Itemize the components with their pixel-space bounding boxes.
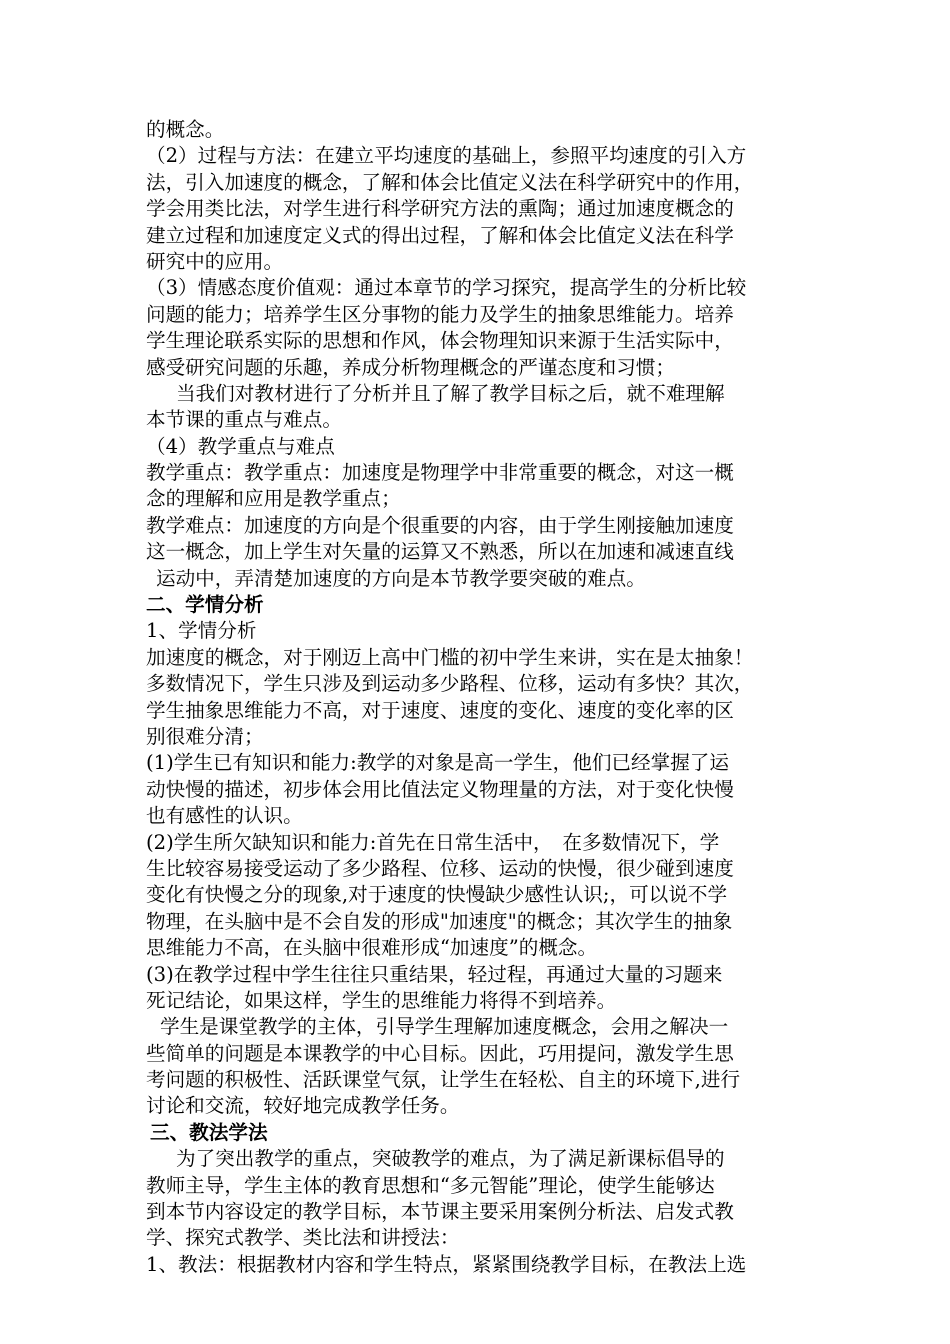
text-line: 讨论和交流，较好地完成教学任务。	[146, 1094, 460, 1118]
text-line: 加速度的概念，对于刚迈上高中门槛的初中学生来讲，实在是太抽象！	[146, 645, 754, 669]
text-line: 学会用类比法，对学生进行科学研究方法的熏陶；通过加速度概念的	[146, 197, 734, 221]
text-line: 学、探究式教学、类比法和讲授法：	[146, 1226, 460, 1250]
text-line: 建立过程和加速度定义式的得出过程，了解和体会比值定义法在科学	[146, 223, 734, 247]
text-line: 变化有快慢之分的现象,对于速度的快慢缺少感性认识;，可以说不学	[146, 883, 728, 907]
section-heading: 二、学情分析	[146, 593, 264, 617]
text-line: （2）过程与方法：在建立平均速度的基础上，参照平均速度的引入方	[146, 144, 747, 168]
text-line: 考问题的积极性、活跃课堂气氛，让学生在轻松、自主的环境下,进行	[146, 1068, 741, 1092]
text-line: (1)学生已有知识和能力:教学的对象是高一学生，他们已经掌握了运	[146, 751, 729, 775]
text-line: 教学重点：教学重点：加速度是物理学中非常重要的概念，对这一概	[146, 461, 734, 485]
text-line: 问题的能力；培养学生区分事物的能力及学生的抽象思维能力。培养	[146, 302, 734, 326]
text-line: 教师主导，学生主体的教育思想和“多元智能”理论，使学生能够达	[146, 1173, 715, 1197]
text-line: 念的理解和应用是教学重点；	[146, 487, 401, 511]
text-line: 多数情况下，学生只涉及到运动多少路程、位移，运动有多快？其次，	[146, 672, 754, 696]
subsection-heading: 1、学情分析	[146, 619, 257, 643]
text-line: 动快慢的描述，初步体会用比值法定义物理量的方法，对于变化快慢	[146, 777, 734, 801]
text-line: 这一概念，加上学生对矢量的运算又不熟悉，所以在加速和减速直线	[146, 540, 734, 564]
text-line: 别很难分清；	[146, 724, 264, 748]
text-line: 1、教法：根据教材内容和学生特点，紧紧围绕教学目标，在教法上选	[146, 1252, 747, 1276]
text-line: 法，引入加速度的概念，了解和体会比值定义法在科学研究中的作用，	[146, 170, 754, 194]
text-line: 当我们对教材进行了分析并且了解了教学目标之后，就不难理解	[176, 381, 725, 405]
text-line: 感受研究问题的乐趣，养成分析物理概念的严谨态度和习惯；	[146, 355, 676, 379]
text-line: 思维能力不高，在头脑中很难形成“加速度”的概念。	[146, 936, 598, 960]
text-line: 学生抽象思维能力不高，对于速度、速度的变化、速度的变化率的区	[146, 698, 734, 722]
text-line: 学生是课堂教学的主体，引导学生理解加速度概念，会用之解决一	[160, 1015, 729, 1039]
text-line: (3)在教学过程中学生往往只重结果，轻过程，再通过大量的习题来	[146, 962, 723, 986]
text-line: 教学难点：加速度的方向是个很重要的内容，由于学生刚接触加速度	[146, 513, 734, 537]
text-line: 运动中，弄清楚加速度的方向是本节教学要突破的难点。	[156, 566, 646, 590]
text-line: 本节课的重点与难点。	[146, 408, 342, 432]
section-heading: 三、教法学法	[150, 1120, 268, 1144]
text-line: 为了突出教学的重点，突破教学的难点，为了满足新课标倡导的	[176, 1147, 725, 1171]
text-line: 也有感性的认识。	[146, 804, 303, 828]
text-line: 的概念。	[146, 118, 225, 141]
text-line: 死记结论，如果这样，学生的思维能力将得不到培养。	[146, 988, 617, 1012]
text-line: (2)学生所欠缺知识和能力:首先在日常生活中， 在多数情况下，学	[146, 830, 720, 854]
text-line: 物理，在头脑中是不会自发的形成"加速度"的概念；其次学生的抽象	[146, 909, 733, 933]
text-line: 些简单的问题是本课教学的中心目标。因此，巧用提问，激发学生思	[146, 1041, 734, 1065]
text-line: （3）情感态度价值观：通过本章节的学习探究，提高学生的分析比较	[146, 276, 747, 300]
text-line: 到本节内容设定的教学目标，本节课主要采用案例分析法、启发式教	[146, 1200, 734, 1224]
text-line: 生比较容易接受运动了多少路程、位移、运动的快慢，很少碰到速度	[146, 856, 734, 880]
text-line: 研究中的应用。	[146, 249, 284, 273]
text-line: 学生理论联系实际的思想和作风，体会物理知识来源于生活实际中，	[146, 329, 734, 353]
text-line: （4）教学重点与难点	[146, 434, 335, 458]
